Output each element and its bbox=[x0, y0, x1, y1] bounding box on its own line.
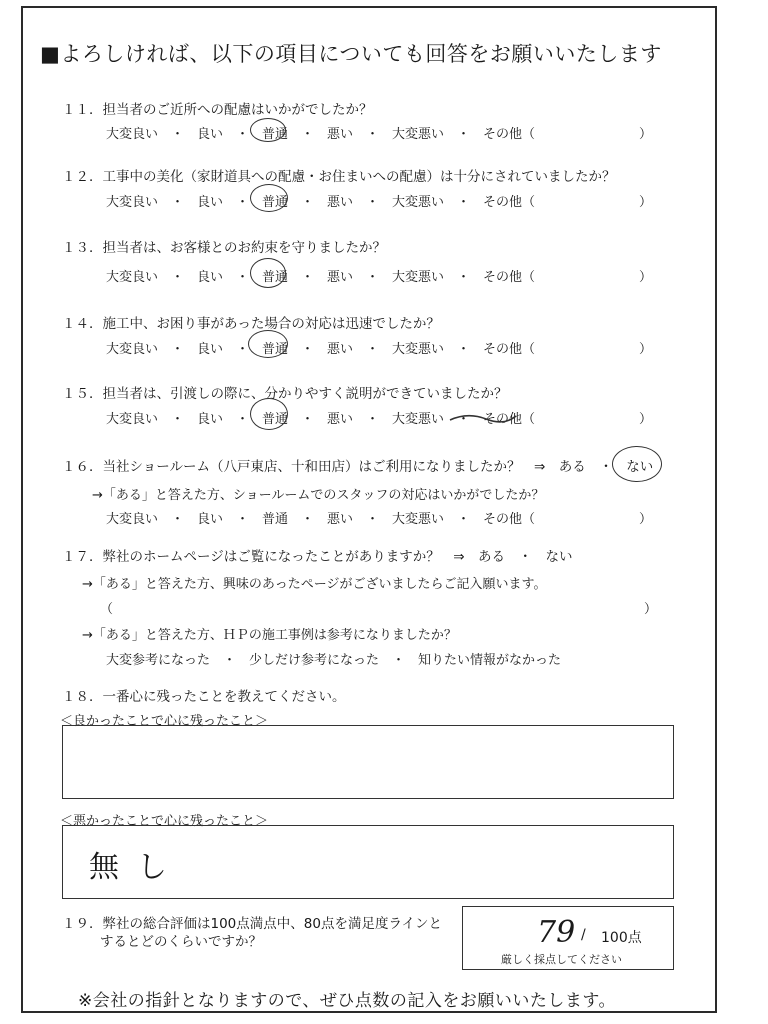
good-memory-box[interactable] bbox=[62, 725, 674, 799]
question-11-selected-circle bbox=[250, 118, 286, 142]
question-13-options: 大変良い ・ 良い ・ 普通 ・ 悪い ・ 大変悪い ・ その他（ ） bbox=[106, 270, 653, 285]
score-max: 100点 bbox=[601, 930, 642, 946]
question-15-selected-circle bbox=[250, 398, 288, 430]
question-17-options: 大変参考になった ・ 少しだけ参考になった ・ 知りたい情報がなかった bbox=[106, 653, 562, 668]
question-12-label: １２．工事中の美化（家財道具への配慮・お住まいへの配慮）は十分にされていましたか？ bbox=[62, 169, 616, 185]
question-14-selected-circle bbox=[248, 330, 288, 358]
question-13-label: １３．担当者は、お客様とのお約束を守りましたか？ bbox=[62, 240, 386, 256]
question-12-selected: 普通 bbox=[1, 3, 3, 4]
question-14-options: 大変良い ・ 良い ・ 普通 ・ 悪い ・ 大変悪い ・ その他（ ） bbox=[106, 342, 653, 357]
question-17-label: １７．弊社のホームページはご覧になったことがありますか？ ⇒ ある ・ ない bbox=[62, 549, 573, 565]
question-19-label-line2: するとどのくらいですか？ bbox=[100, 934, 262, 950]
score-slash: / bbox=[581, 927, 586, 943]
bad-memory-answer: 無し bbox=[89, 850, 185, 885]
question-16-options: 大変良い ・ 良い ・ 普通 ・ 悪い ・ 大変悪い ・ その他（ ） bbox=[106, 512, 653, 527]
question-13-selected: 普通 bbox=[1, 5, 3, 6]
question-14-selected: 普通 bbox=[1, 7, 3, 8]
question-15-selected: 普通 bbox=[1, 9, 3, 10]
score-note: 厳しく採点してください bbox=[501, 953, 622, 966]
question-16-sub: →「ある」と答えた方、ショールームでのスタッフの対応はいかがでしたか？ bbox=[92, 488, 545, 503]
question-14-label: １４．施工中、お困り事があった場合の対応は迅速でしたか？ bbox=[62, 316, 440, 332]
question-11-options: 大変良い ・ 良い ・ 普通 ・ 悪い ・ 大変悪い ・ その他（ ） bbox=[106, 127, 653, 142]
question-16-selected-circle bbox=[612, 446, 662, 482]
question-15-strike-mark bbox=[448, 408, 518, 428]
score-value: 79 bbox=[537, 915, 576, 950]
question-17-sub1: →「ある」と答えた方、興味のあったページがございましたらご記入願います。 bbox=[82, 577, 547, 592]
question-13-selected-circle bbox=[250, 258, 286, 288]
question-17-sub2: →「ある」と答えた方、ＨＰの施工事例は参考になりましたか？ bbox=[82, 628, 457, 643]
question-16-selected: ない bbox=[1, 11, 3, 12]
question-11-label: １１．担当者のご近所への配慮はいかがでしたか？ bbox=[62, 102, 373, 118]
bad-memory-box[interactable] bbox=[62, 825, 674, 899]
bad-memory-label: ＜悪かったことで心に残ったこと＞ bbox=[60, 814, 269, 829]
question-16-label: １６．当社ショールーム（八戸東店、十和田店）はご利用になりましたか？ ⇒ ある ・ ない bbox=[62, 459, 654, 475]
question-15-options: 大変良い ・ 良い ・ 普通 ・ 悪い ・ 大変悪い ・ その他（ ） bbox=[106, 412, 653, 427]
score-box[interactable] bbox=[462, 906, 674, 970]
page-title: ■よろしければ、以下の項目についても回答をお願いいたします bbox=[40, 42, 662, 66]
footer-note: ※会社の指針となりますので、ぜひ点数の記入をお願いいたします。 bbox=[78, 991, 617, 1011]
question-17-paren-open: （ bbox=[100, 602, 114, 617]
question-18-label: １８．一番心に残ったことを教えてください。 bbox=[62, 689, 346, 705]
question-12-selected-circle bbox=[250, 184, 288, 212]
question-12-options: 大変良い ・ 良い ・ 普通 ・ 悪い ・ 大変悪い ・ その他（ ） bbox=[106, 195, 653, 210]
question-11-selected: 普通 bbox=[1, 1, 3, 2]
question-17-paren-close: ） bbox=[644, 602, 658, 617]
question-19-label-line1: １９．弊社の総合評価は100点満点中、80点を満足度ラインと bbox=[62, 916, 443, 932]
good-memory-label: ＜良かったことで心に残ったこと＞ bbox=[60, 714, 269, 729]
question-15-label: １５．担当者は、引渡しの際に、分かりやすく説明ができていましたか？ bbox=[62, 386, 508, 402]
